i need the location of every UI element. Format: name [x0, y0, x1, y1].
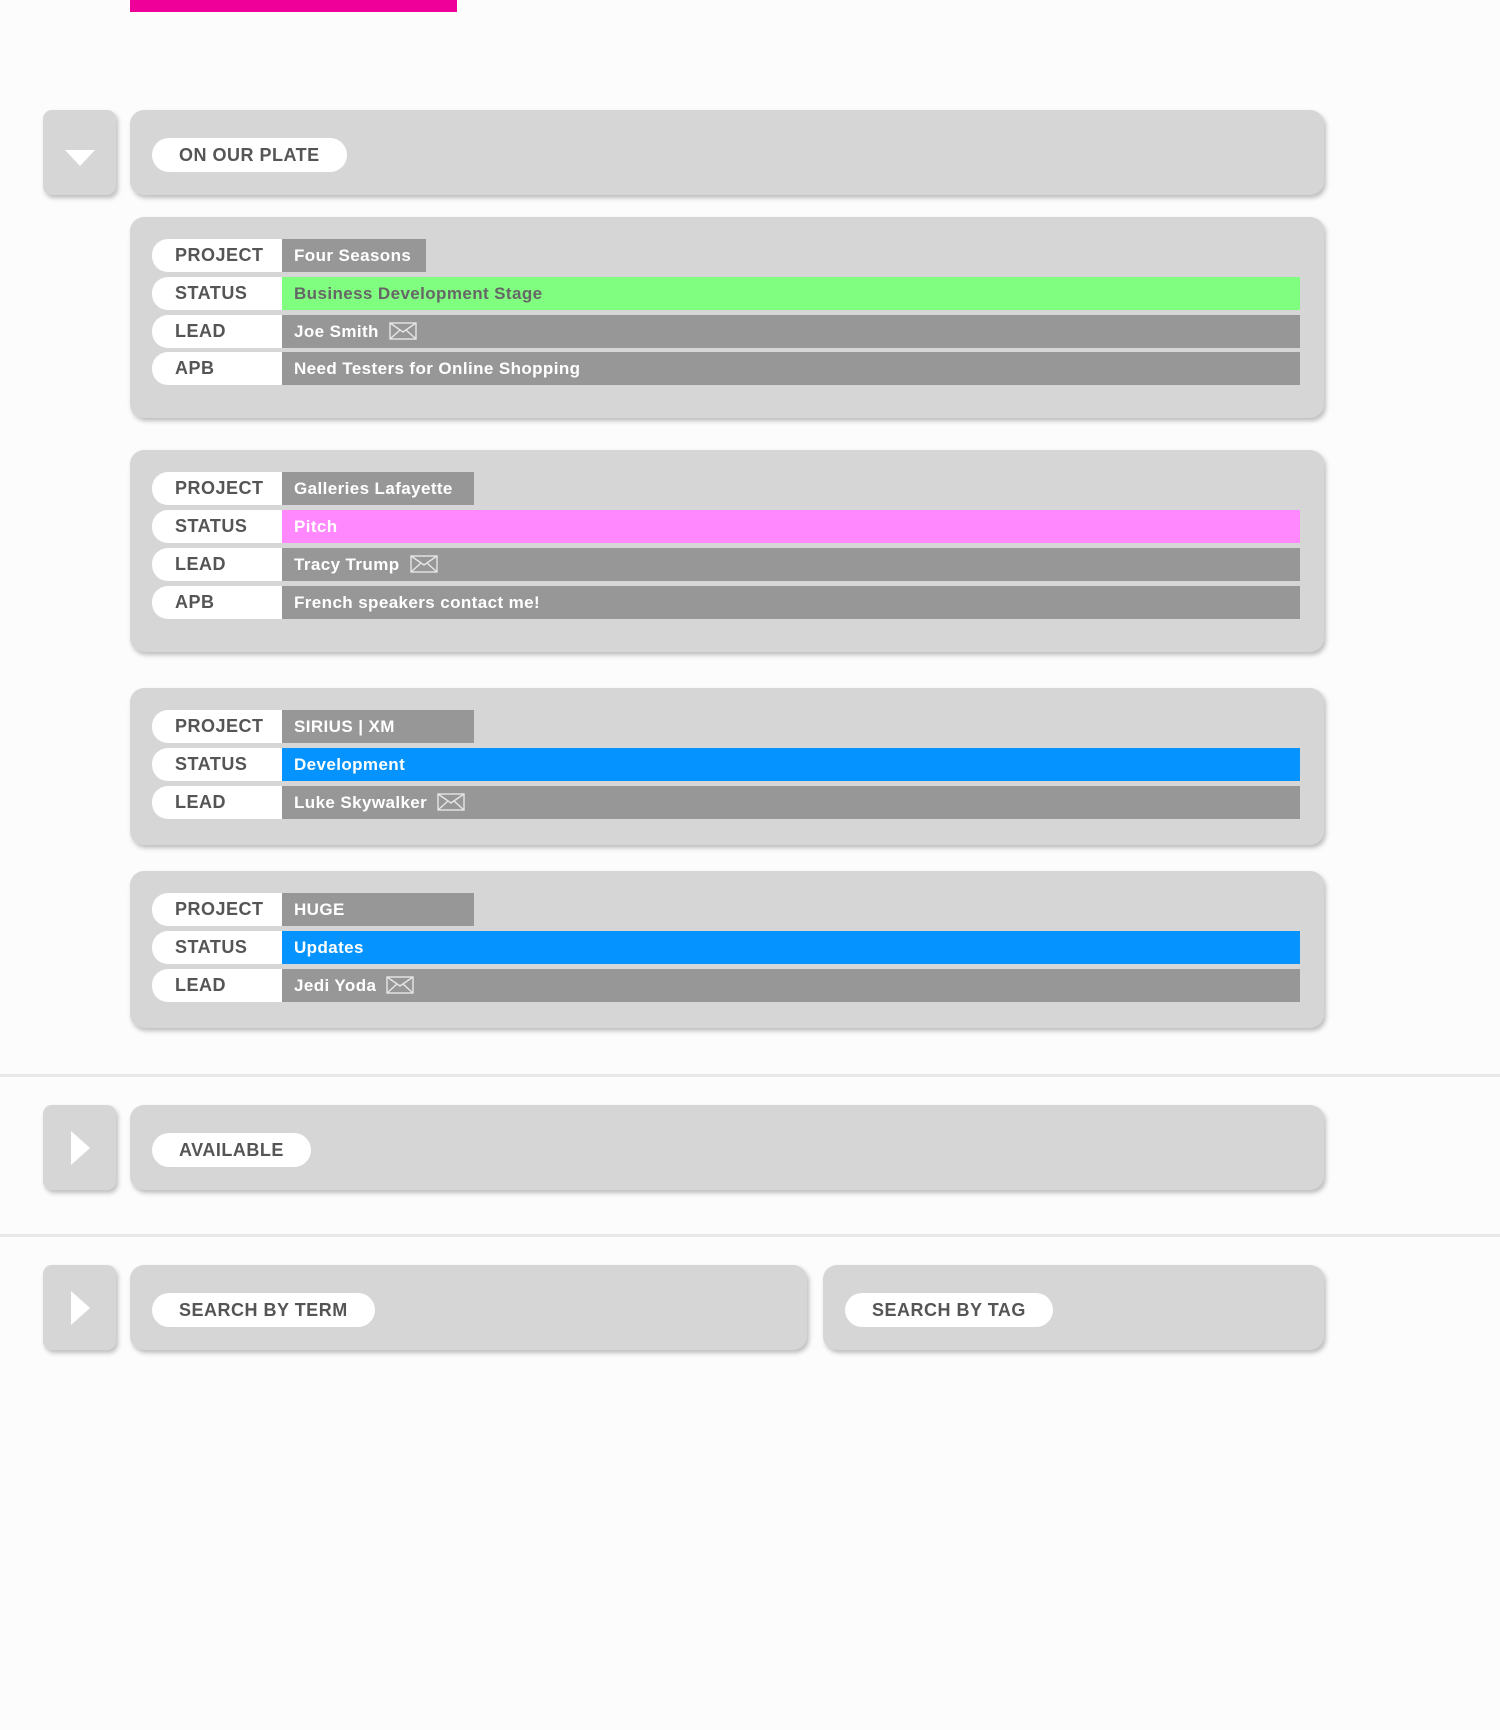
lead-name[interactable]: Luke Skywalker [294, 793, 428, 812]
lead-field-label: LEAD [152, 548, 282, 581]
project-field-label: PROJECT [152, 472, 282, 505]
project-name[interactable]: HUGE [282, 893, 474, 926]
search-by-tag-label: SEARCH BY TAG [845, 1293, 1053, 1327]
apb-field-label: APB [152, 586, 282, 619]
project-name[interactable]: Galleries Lafayette [282, 472, 474, 505]
lead-value [282, 969, 1300, 1002]
chevron-right-icon [71, 1291, 90, 1325]
search-by-tag-panel[interactable] [823, 1265, 1324, 1350]
search-by-term-panel[interactable] [130, 1265, 807, 1350]
status-value: Development [282, 748, 1300, 781]
brand-accent-bar [130, 0, 457, 12]
lead-value [282, 786, 1300, 819]
project-field-label: PROJECT [152, 893, 282, 926]
status-value: Pitch [282, 510, 1300, 543]
status-field-label: STATUS [152, 510, 282, 543]
project-name[interactable]: SIRIUS | XM [282, 710, 474, 743]
project-card [130, 217, 1324, 418]
project-card [130, 871, 1324, 1028]
status-field-label: STATUS [152, 748, 282, 781]
status-value: Business Development Stage [282, 277, 1300, 310]
status-field-label: STATUS [152, 277, 282, 310]
collapse-on-our-plate-button[interactable] [43, 110, 116, 195]
mail-icon[interactable] [389, 322, 417, 340]
lead-value [282, 315, 1300, 348]
lead-field-label: LEAD [152, 969, 282, 1002]
project-name[interactable]: Four Seasons [282, 239, 426, 272]
mail-icon[interactable] [437, 793, 465, 811]
mail-icon[interactable] [386, 976, 414, 994]
section-divider [0, 1074, 1500, 1077]
chevron-right-icon [71, 1131, 90, 1165]
lead-name[interactable]: Jedi Yoda [294, 976, 377, 995]
project-field-label: PROJECT [152, 710, 282, 743]
search-by-term-label: SEARCH BY TERM [152, 1293, 375, 1327]
available-label: AVAILABLE [152, 1133, 311, 1167]
apb-value: French speakers contact me! [282, 586, 1300, 619]
lead-name[interactable]: Joe Smith [294, 322, 379, 341]
expand-search-button[interactable] [43, 1265, 116, 1350]
status-value: Updates [282, 931, 1300, 964]
status-field-label: STATUS [152, 931, 282, 964]
apb-value: Need Testers for Online Shopping [282, 352, 1300, 385]
project-card [130, 688, 1324, 845]
project-field-label: PROJECT [152, 239, 282, 272]
section-divider [0, 1234, 1500, 1237]
lead-field-label: LEAD [152, 315, 282, 348]
on-our-plate-header [130, 110, 1324, 195]
project-card [130, 450, 1324, 652]
apb-field-label: APB [152, 352, 282, 385]
mail-icon[interactable] [410, 555, 438, 573]
on-our-plate-label: ON OUR PLATE [152, 138, 347, 172]
lead-field-label: LEAD [152, 786, 282, 819]
chevron-down-icon [65, 150, 95, 166]
lead-value [282, 548, 1300, 581]
expand-available-button[interactable] [43, 1105, 116, 1190]
available-header [130, 1105, 1324, 1190]
lead-name[interactable]: Tracy Trump [294, 555, 400, 574]
